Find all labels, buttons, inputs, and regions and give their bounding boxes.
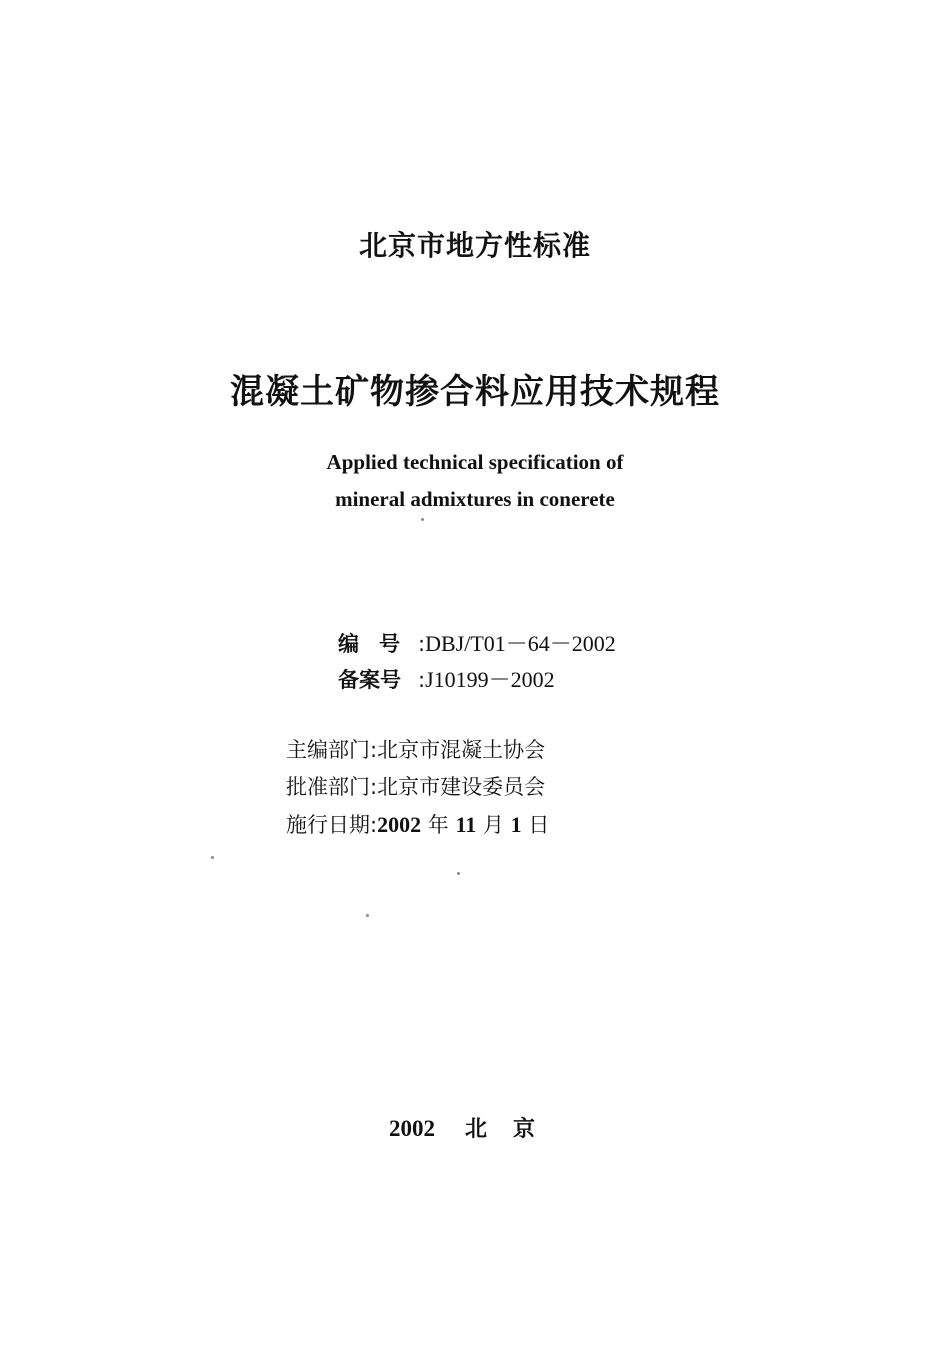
document-title-english-line-1: Applied technical specification of [326,450,624,474]
scan-speck [366,914,369,917]
effective-date-year: 2002 [377,812,422,837]
standard-number-value: DBJ/T01－64－2002 [425,631,616,656]
approving-authority-label: 批准部门 [286,775,370,799]
separator: : [370,813,378,837]
document-title-chinese: 混凝土矿物掺合料应用技术规程 [230,372,720,412]
standard-number-row [338,626,616,662]
separator: : [370,738,378,762]
standard-number-label: 编号 [338,632,420,656]
scan-speck [457,872,460,875]
scan-speck [421,518,424,521]
effective-date-month-unit: 月 [482,813,504,837]
record-number-row [338,662,616,698]
separator: : [370,775,378,799]
effective-date-year-unit: 年 [427,813,449,837]
effective-date-month: 11 [455,812,477,837]
approving-authority-value: 北京市建设委员会 [377,775,546,799]
record-number-label: 备案号 [338,668,401,692]
publication-imprint [0,1112,950,1143]
publication-year: 2002 [388,1116,435,1141]
standard-codes [338,626,616,698]
chief-editor-label: 主编部门 [286,738,370,762]
effective-date-day: 1 [510,812,522,837]
effective-date-value [377,813,549,837]
chief-editor-row [286,732,549,769]
approving-authority-row [286,769,549,806]
scan-speck [211,856,214,859]
separator: : [418,668,426,692]
record-number-value: J10199－2002 [425,667,555,692]
effective-date-label: 施行日期 [286,813,370,837]
standard-series-label: 北京市地方性标准 [358,229,591,262]
effective-date-row [286,806,549,843]
publication-metadata [286,732,549,843]
document-title-english-line-2: mineral admixtures in conerete [335,487,615,511]
chief-editor-value: 北京市混凝土协会 [377,738,546,762]
publication-city: 北京 [464,1117,561,1142]
separator: : [418,632,426,656]
effective-date-day-unit: 日 [528,813,550,837]
